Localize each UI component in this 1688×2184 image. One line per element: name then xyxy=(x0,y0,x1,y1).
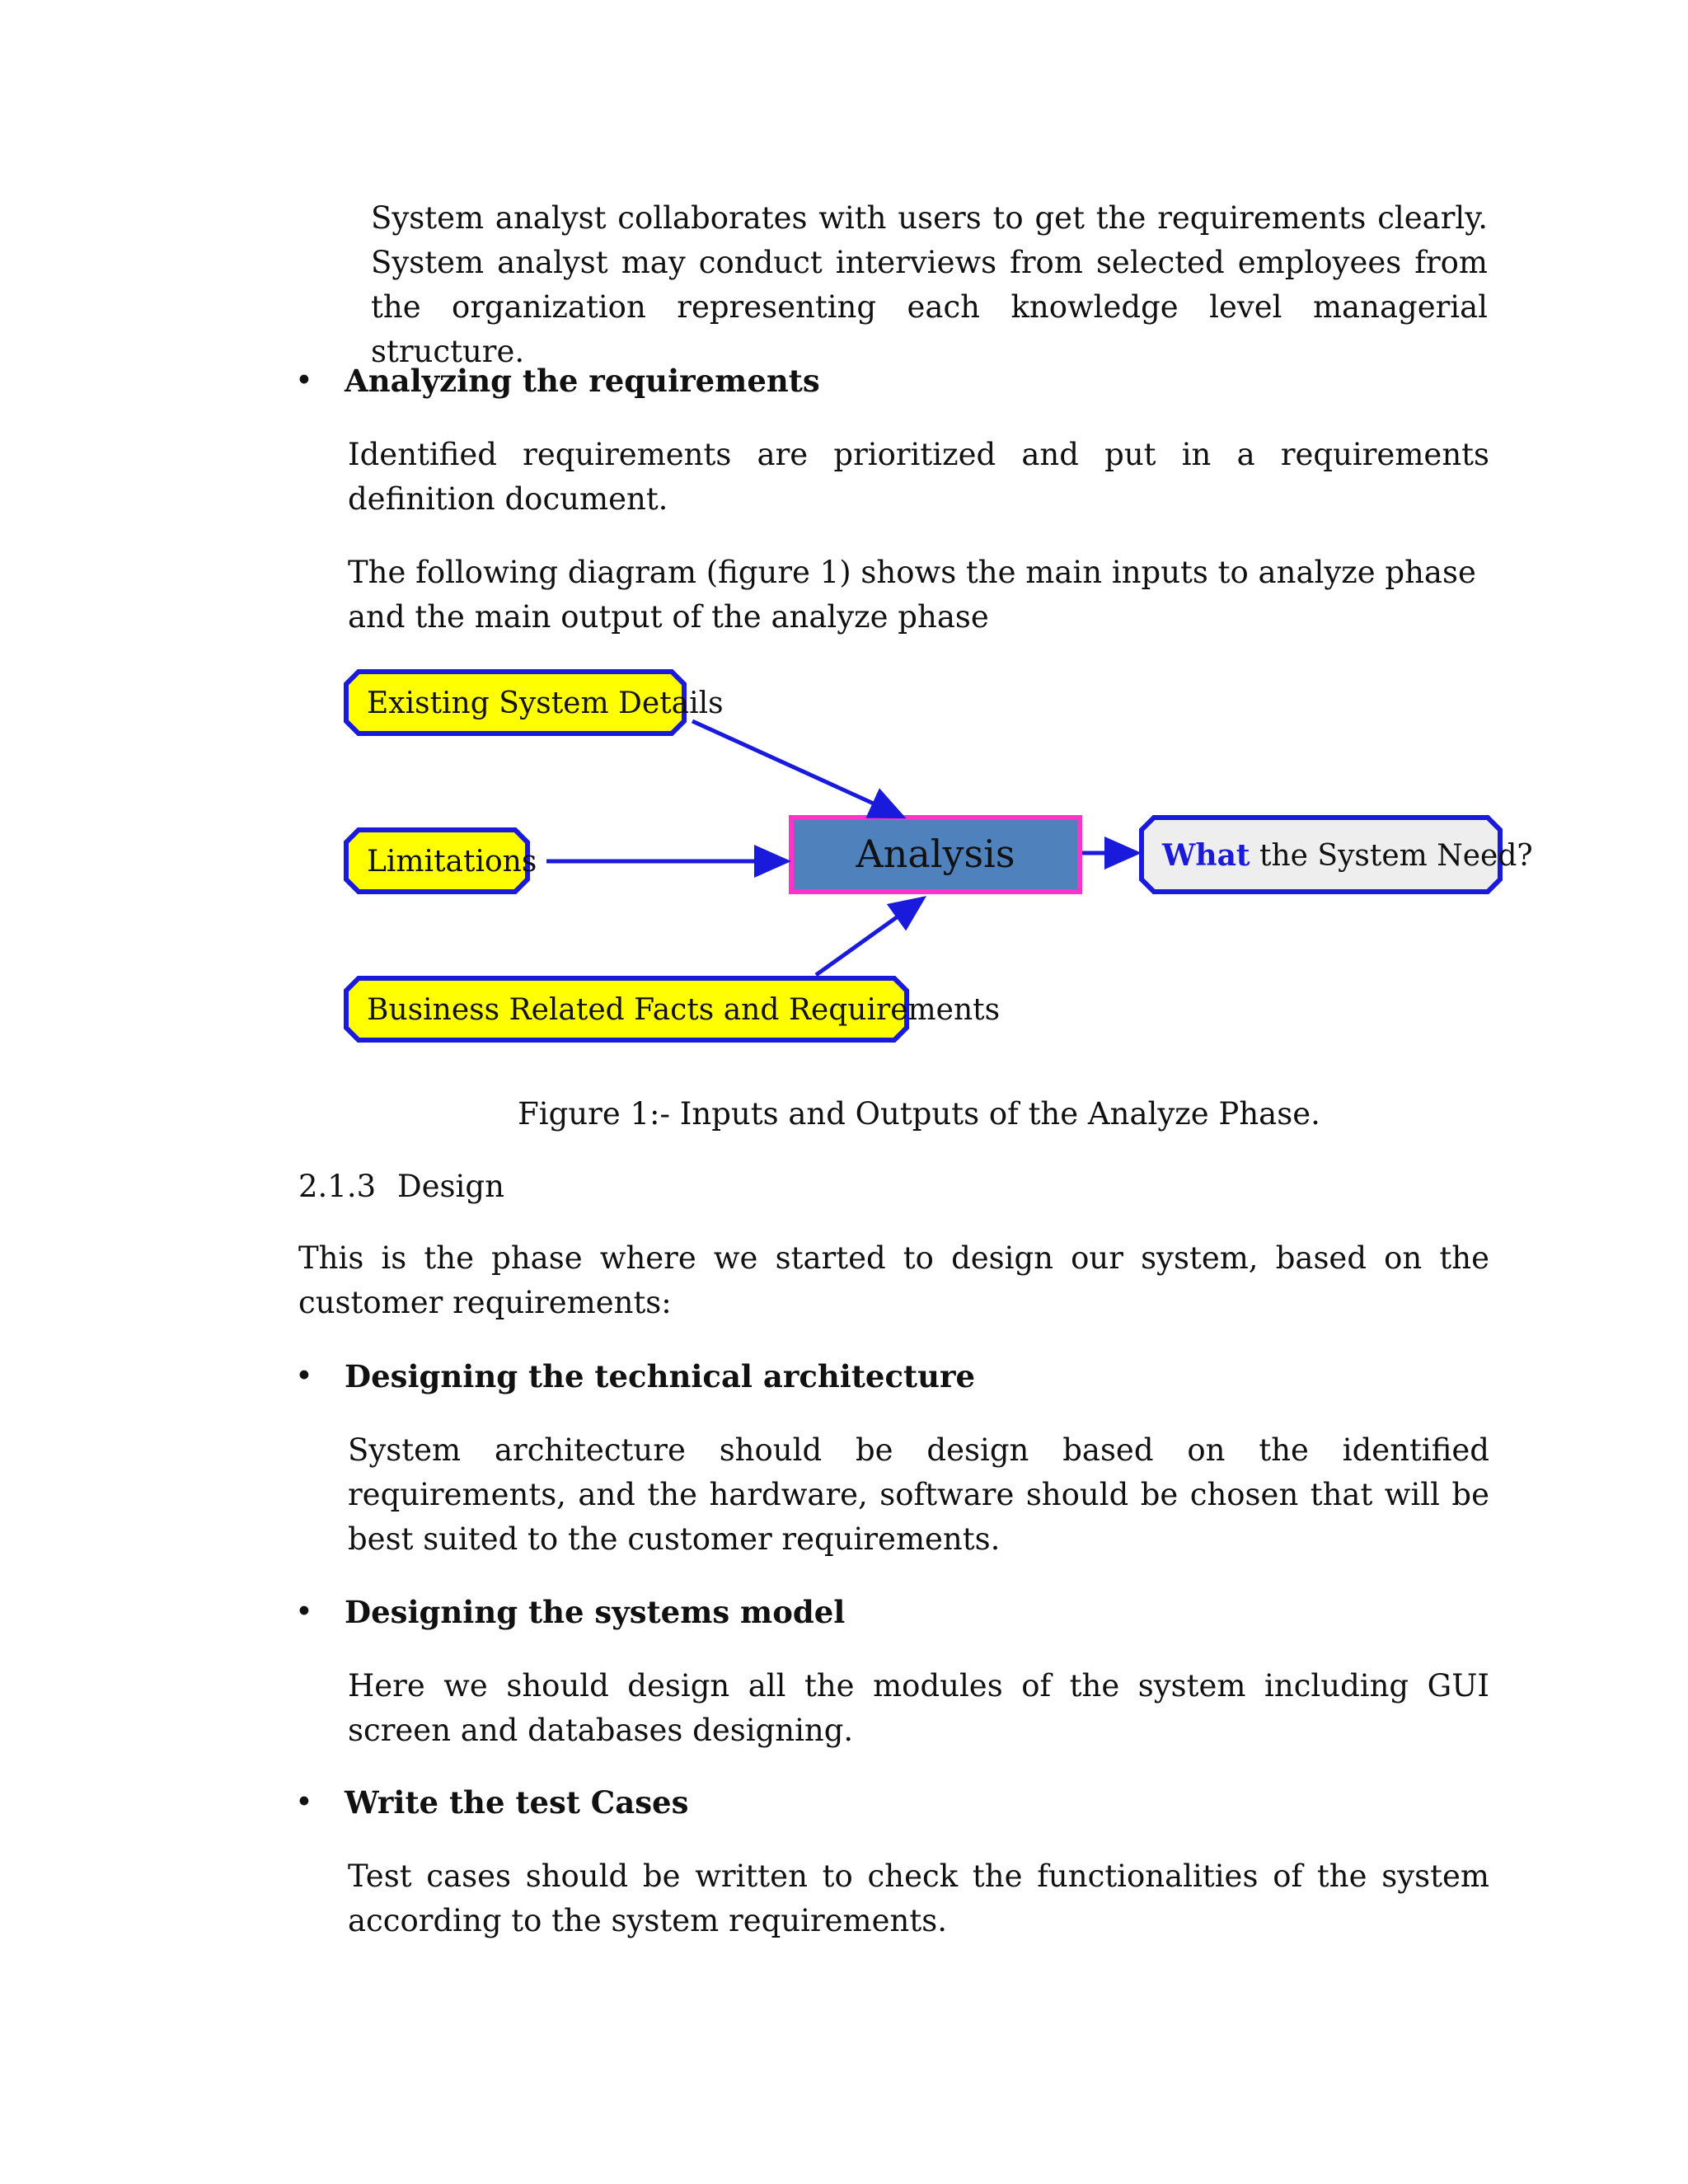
analyze-paragraph-2: The following diagram (figure 1) shows the main inputs to analyze phase and the main output of the analyze phase xyxy=(348,555,1476,635)
business-facts-label: Business Related Facts and Requirements xyxy=(367,993,1001,1027)
design-intro-paragraph: This is the phase where we started to design our system, based on the customer requirements: xyxy=(298,1240,1489,1320)
bullet-icon: • xyxy=(295,1594,313,1629)
bullet-test-cases xyxy=(295,1780,1490,1825)
bullet-icon: • xyxy=(295,1358,313,1394)
figure-caption: Figure 1:- Inputs and Outputs of the Analyze Phase. xyxy=(518,1096,1320,1132)
limitations-node xyxy=(346,830,537,892)
intro-paragraph: System analyst collaborates with users to get the requirements clearly. System analyst may conduct interviews from selected employees from the organization representing each knowledge level managerial structure. xyxy=(371,200,1488,369)
item-heading: Designing the technical architecture xyxy=(345,1358,976,1394)
section-title: Design xyxy=(397,1169,504,1204)
bullet-analyzing-requirements xyxy=(295,359,1490,403)
existing-system-details-node xyxy=(346,672,724,733)
limitations-label: Limitations xyxy=(367,845,537,879)
analyze-phase-diagram xyxy=(342,655,1533,1067)
bullet-technical-architecture xyxy=(295,1354,1490,1399)
analyze-paragraph-1: Identified requirements are prioritized and put in a requirements definition document. xyxy=(348,437,1489,517)
item-heading: Write the test Cases xyxy=(345,1784,689,1821)
system-need-label-rest: the System Need? xyxy=(1250,839,1533,873)
bullet-icon: • xyxy=(295,363,313,398)
system-need-label-bold: What xyxy=(1162,838,1250,873)
section-heading-design xyxy=(298,1165,793,1209)
business-facts-node xyxy=(346,978,1000,1040)
arrow-business-to-analysis xyxy=(816,898,923,975)
system-need-node xyxy=(1142,818,1533,892)
section-heading: Analyzing the requirements xyxy=(345,363,820,399)
system-need-label xyxy=(1161,838,1533,873)
analysis-node xyxy=(791,818,1080,892)
item-heading: Designing the systems model xyxy=(345,1594,846,1630)
bullet-icon: • xyxy=(295,1784,313,1820)
technical-architecture-paragraph: System architecture should be design based on the identified requirements, and the hardware, software should be chosen that will be best suited to the customer requirements. xyxy=(348,1432,1489,1557)
section-number: 2.1.3 xyxy=(298,1169,377,1204)
test-cases-paragraph: Test cases should be written to check the functionalities of the system according to the system requirements. xyxy=(348,1858,1489,1938)
bullet-systems-model xyxy=(295,1590,1490,1634)
systems-model-paragraph: Here we should design all the modules of the system including GUI screen and databases designing. xyxy=(348,1668,1489,1748)
analysis-label: Analysis xyxy=(856,832,1015,876)
arrow-existing-to-analysis xyxy=(692,721,903,817)
existing-system-details-label: Existing System Details xyxy=(367,687,724,720)
